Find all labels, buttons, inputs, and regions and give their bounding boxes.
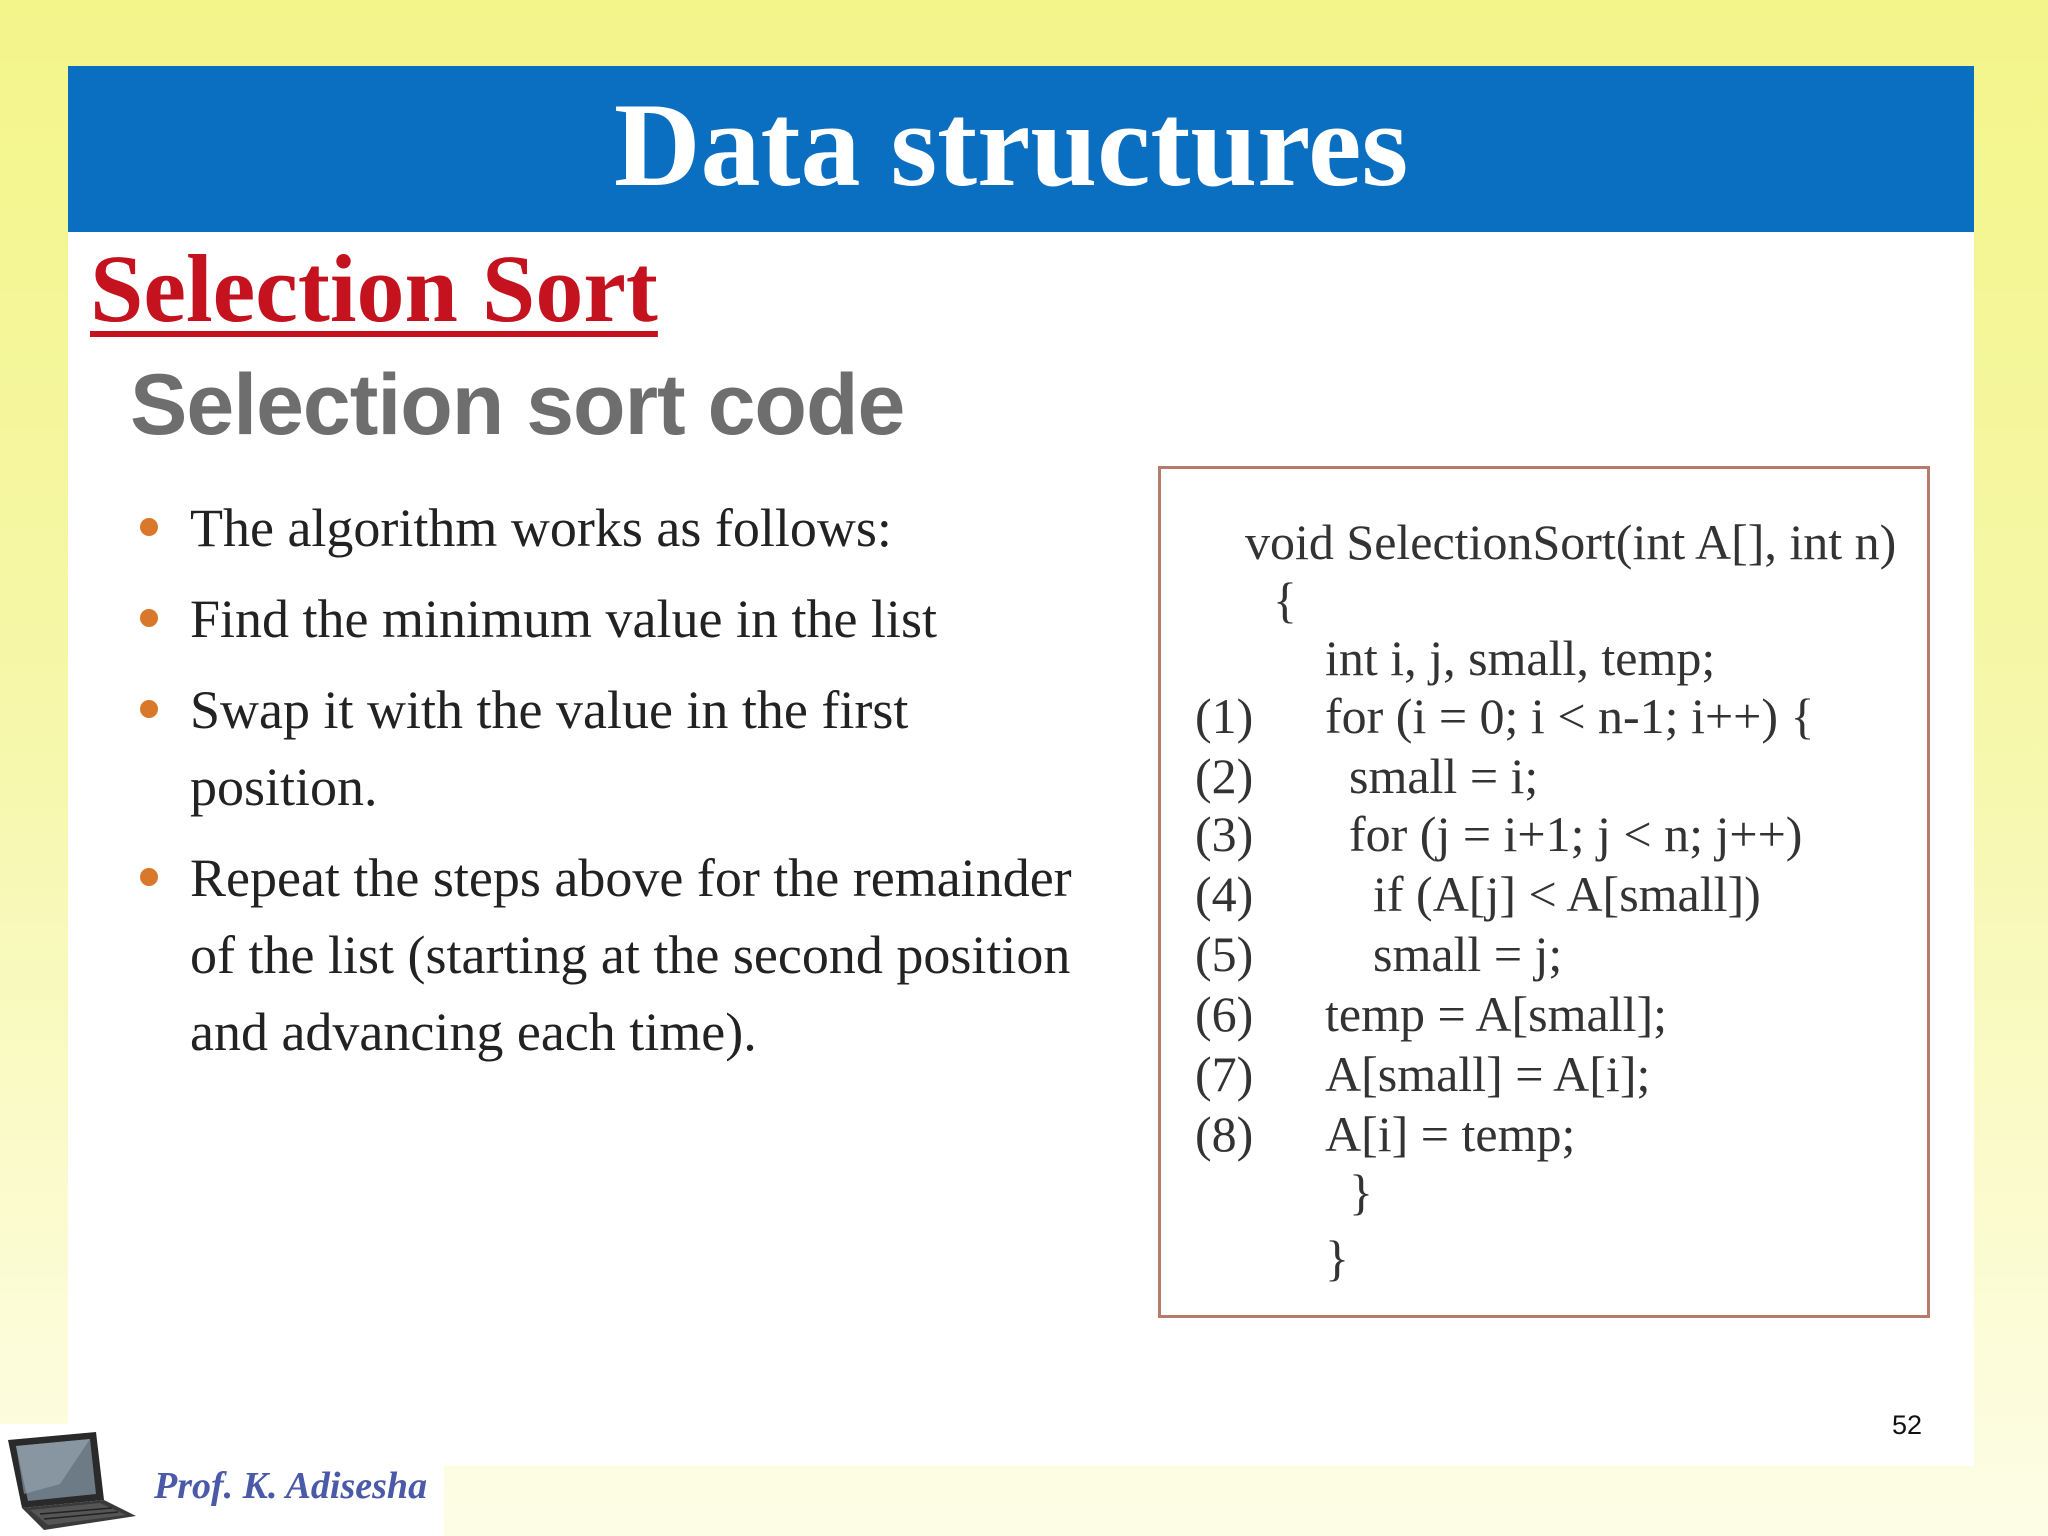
slide-title: Data structures: [613, 78, 1409, 211]
bullet-item: [140, 490, 1080, 567]
page-number: 52: [1892, 1410, 1923, 1440]
code-outer-close-brace: }: [1325, 1230, 1349, 1286]
code-line-number: (3): [1195, 806, 1254, 862]
code-line-text: small = i;: [1349, 748, 1539, 804]
sub-heading: Selection sort code: [130, 357, 905, 453]
bullet-dot-icon: [140, 868, 158, 886]
code-line-text: A[small] = A[i];: [1325, 1046, 1651, 1102]
code-open-brace: {: [1273, 572, 1297, 628]
bullet-item: [140, 672, 1080, 826]
footer-logo: [0, 1424, 444, 1536]
code-line-number: (4): [1195, 866, 1254, 922]
author-name: Prof. K. Adisesha: [154, 1465, 428, 1507]
code-line-text: temp = A[small];: [1325, 986, 1668, 1042]
bullet-list: [140, 490, 1080, 1085]
bullet-text: The algorithm works as follows:: [190, 498, 892, 558]
code-line-number: (7): [1195, 1046, 1254, 1102]
bullet-dot-icon: [140, 609, 158, 627]
code-line-number: (1): [1195, 688, 1254, 744]
bullet-text: Find the minimum value in the list: [190, 589, 937, 649]
bullet-dot-icon: [140, 518, 158, 536]
code-box: [1158, 466, 1930, 1318]
code-line-number: (2): [1195, 748, 1254, 804]
code-line-number: (8): [1195, 1106, 1254, 1162]
code-line-text: if (A[j] < A[small]): [1373, 866, 1761, 922]
code-line-number: (6): [1195, 986, 1254, 1042]
section-heading: Selection Sort: [90, 235, 658, 342]
code-signature: void SelectionSort(int A[], int n): [1245, 514, 1897, 570]
code-line-text: A[i] = temp;: [1325, 1106, 1576, 1162]
laptop-icon: [0, 1424, 140, 1536]
bullet-dot-icon: [140, 700, 158, 718]
code-inner-close-brace: }: [1349, 1164, 1373, 1220]
code-line-text: for (i = 0; i < n-1; i++) {: [1325, 688, 1815, 744]
bullet-item: [140, 581, 1080, 658]
code-line-number: (5): [1195, 926, 1254, 982]
code-line-text: for (j = i+1; j < n; j++): [1349, 806, 1803, 862]
code-declaration: int i, j, small, temp;: [1325, 630, 1716, 686]
bullet-text: Swap it with the value in the first position.: [190, 680, 909, 817]
title-bar: [68, 66, 1974, 232]
bullet-item: [140, 840, 1080, 1071]
bullet-text: Repeat the steps above for the remainder of the list (starting at the second position and advancing each time).: [190, 848, 1072, 1062]
code-line-text: small = j;: [1373, 926, 1563, 982]
